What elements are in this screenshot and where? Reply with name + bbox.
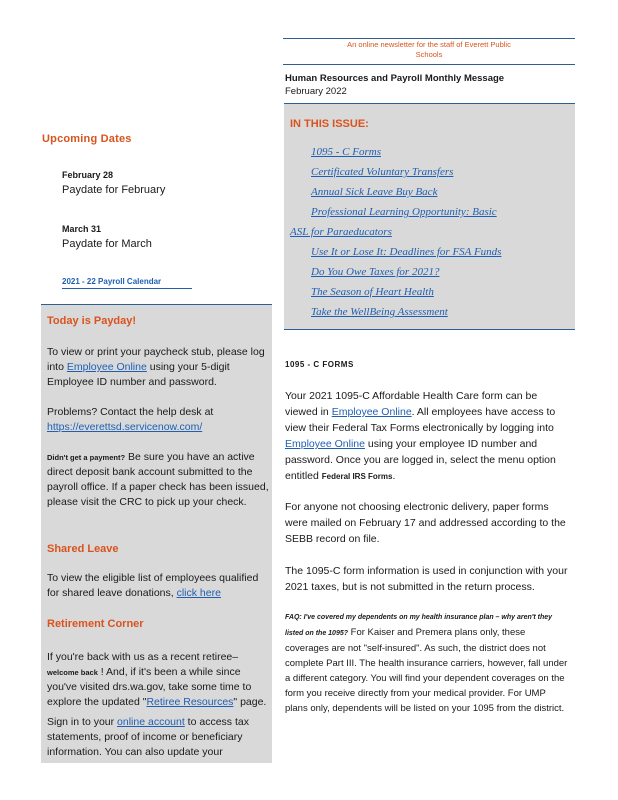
retirement-p1-text-d: " page. [233,696,267,708]
retirement-corner-title: Retirement Corner [47,618,144,630]
toc-item-heart-health[interactable]: The Season of Heart Health [311,286,434,298]
forms-faq-paragraph [285,609,569,716]
forms-section-heading: 1095 - C FORMS [285,360,354,369]
retirement-p1-welcome: welcome back [47,668,98,677]
payday-p1-text-b: using your 5-digit Employee ID number and password. [47,361,230,388]
retirement-paragraph-2 [47,715,269,760]
toc-item-owe-taxes[interactable]: Do You Owe Taxes for 2021? [311,266,440,278]
retirement-p2-text-a: Sign in to your [47,716,118,728]
payday-paragraph-1 [47,345,269,390]
employee-online-link[interactable]: Employee Online [66,361,147,373]
retirement-p1-text-a: If you're back with us as a recent retiree– [47,651,239,663]
date-text-february: Paydate for February [62,184,166,196]
retiree-resources-link[interactable]: Retiree Resources [146,696,234,708]
shared-leave-click-here-link[interactable]: click here [176,587,221,599]
retirement-p2-text-b: to access tax statements, proof of income or beneficiary information. You can also update your [47,716,249,758]
shared-leave-title: Shared Leave [47,543,119,555]
faq-answer: For Kaiser and Premera plans only, these coverages are not "self-insured". As such, the district does not complete Part III. The health insurance carriers, however, fall under a different category. You will find your dependent coverages on the form you receive directly from your medical provider. For UMP plans only, dependents will be listed on your 1095 from the district. [285,627,568,714]
upcoming-dates-title: Upcoming Dates [42,133,132,145]
in-this-issue-title: IN THIS ISSUE: [290,118,369,130]
payday-p3-question: Didn't get a payment? [47,453,126,462]
date-text-march: Paydate for March [62,238,152,250]
shared-leave-paragraph [47,571,269,601]
toc-item-professional-learning[interactable]: Professional Learning Opportunity: Basic [311,206,497,218]
toc-item-asl-paraeducators[interactable]: ASL for Paraeducators [290,226,392,238]
page-title [285,72,575,98]
payday-paragraph-2 [47,405,269,435]
forms-paragraph-1 [285,388,569,485]
shared-leave-text: To view the eligible list of employees qualified for shared leave donations, [47,572,259,599]
forms-p1-text-b: . All employees have access to view their Federal Tax Forms electronically by logging into [285,406,556,434]
payday-p2-text: Problems? Contact the help desk at [47,406,214,418]
toc-item-sick-leave-buyback[interactable]: Annual Sick Leave Buy Back [311,186,438,198]
payday-paragraph-3 [47,450,269,510]
forms-paragraph-2: For anyone not choosing electronic delivery, paper forms were mailed on February 17 and addressed according to the SEBB record on file. [285,501,566,545]
toc-item-fsa-deadlines[interactable]: Use It or Lose It: Deadlines for FSA Funds [311,246,502,258]
date-label-february: February 28 [62,170,114,180]
helpdesk-link[interactable]: https://everettsd.servicenow.com/ [47,421,203,433]
hr-date: February 2022 [285,86,347,97]
left-info-panel [41,304,272,763]
in-this-issue-panel [284,103,575,330]
date-label-march: March 31 [62,224,102,234]
toc-item-voluntary-transfers[interactable]: Certificated Voluntary Transfers [311,166,454,178]
toc-item-wellbeing-assessment[interactable]: Take the WellBeing Assessment [311,306,448,318]
hr-title-text: Human Resources and Payroll Monthly Message [285,73,505,84]
forms-p1-text-e: . [392,470,396,482]
toc-item-1095c[interactable]: 1095 - C Forms [311,146,381,158]
faq-question: FAQ: I've covered my dependents on my health insurance plan – why aren't they listed on the 1095? [285,614,553,637]
employee-online-link-1[interactable]: Employee Online [331,406,412,418]
forms-p1-menu-option: Federal IRS Forms [321,472,393,481]
payday-p1-text-a: To view or print your paycheck stub, please log into [47,346,265,373]
newsletter-line-2: Schools [415,50,443,59]
employee-online-link-2[interactable]: Employee Online [285,438,365,450]
forms-p1-text-a: Your 2021 1095-C Affordable Health Care form can be viewed in [285,390,538,418]
payday-title: Today is Payday! [47,315,137,327]
newsletter-banner [283,38,575,65]
forms-p1-text-c: using your employee ID number and password. Once you are logged in, select the menu option entitled [285,438,556,482]
online-account-link[interactable]: online account [117,716,185,728]
retirement-p1-text-c: ! And, if it's been a while since you've visited drs.wa.gov, take some time to explore the updated " [47,666,252,708]
payroll-calendar-link[interactable]: 2021 - 22 Payroll Calendar [62,277,192,289]
forms-paragraph-3: The 1095-C form information is used in conjunction with your 2021 taxes, but is not submitted in the return process. [285,565,568,593]
newsletter-line-1: An online newsletter for the staff of Everett Public [347,40,511,49]
retirement-paragraph-1 [47,650,269,710]
payday-p3-text: Be sure you have an active direct deposit bank account submitted to the payroll office. If a paper check has been issued, please visit the CRC to pick up your check. [47,451,269,508]
